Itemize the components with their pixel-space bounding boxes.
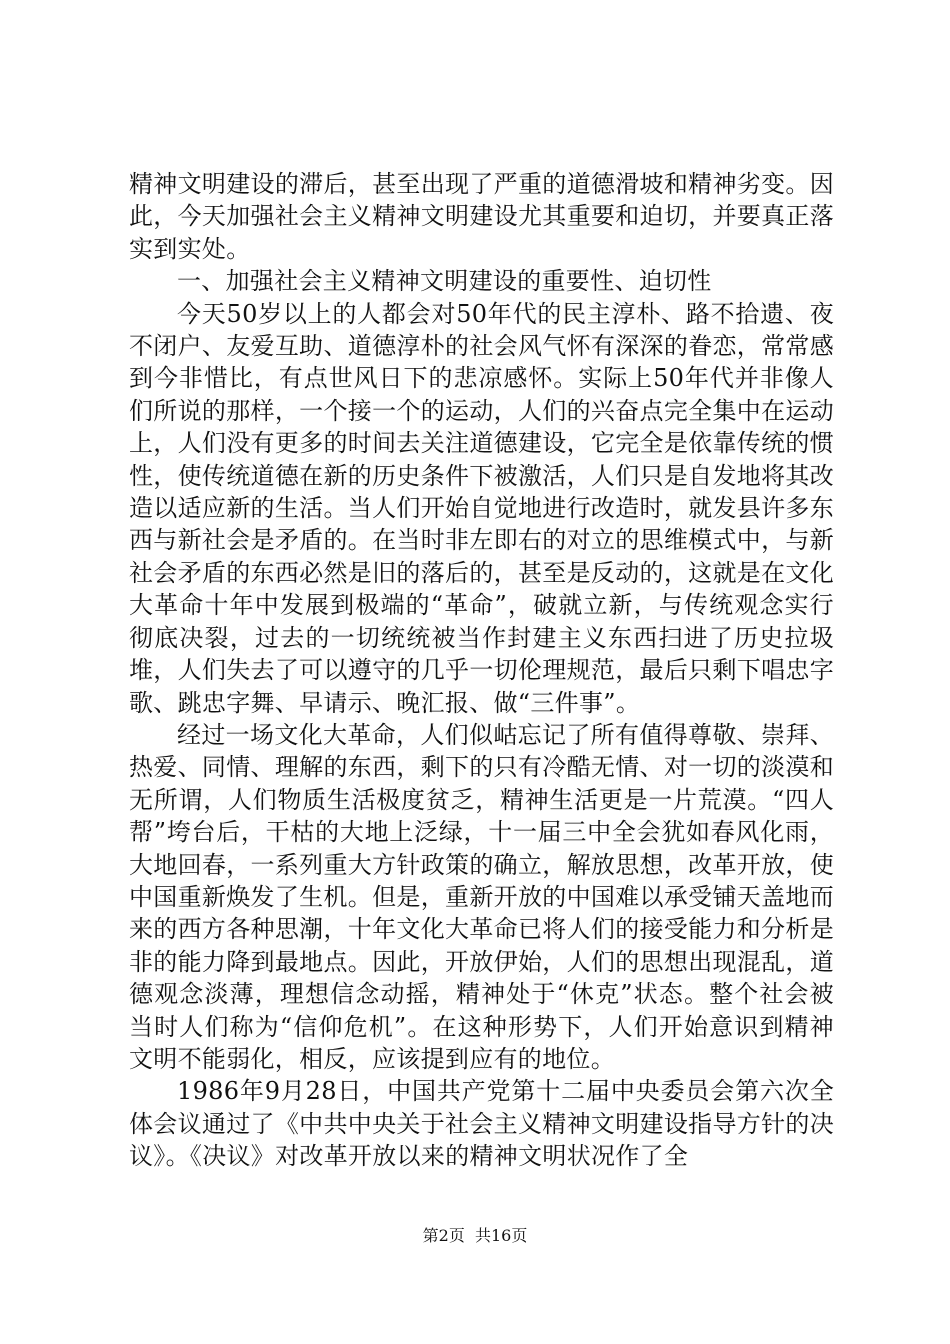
paragraph: 1986年9月28日，中国共产党第十二届中央委员会第六次全体会议通过了《中共中央关于社会主义精神文明建设指导方针的决议》。《决议》对改革开放以来的精神文明状况作了全 (129, 1077, 834, 1171)
document-body (129, 168, 834, 1173)
page-number: 第2页 共16页 (422, 1226, 528, 1245)
section-heading: 一、加强社会主义精神文明建设的重要性、迫切性 (177, 267, 712, 296)
paragraph: 经过一场文化大革命，人们似岵忘记了所有值得尊敬、崇拜、热爱、同情、理解的东西，剩下的只有冷酷无情、对一切的淡漠和无所谓，人们物质生活极度贫乏，精神生活更是一片荒漠。“四人帮”垮台后，干枯的大地上泛绿，十一届三中全会犹如春风化雨，大地回春，一系列重大方针政策的确立，解放思想，改革开放，使中国重新焕发了生机。但是，重新开放的中国难以承受铺天盖地而来的西方各种思潮，十年文化大革命已将人们的接受能力和分析是非的能力降到最地点。因此，开放伊始，人们的思想出现混乱，道德观念淡薄，理想信念动摇，精神处于“休克”状态。整个社会被当时人们称为“信仰危机”。在这种形势下，人们开始意识到精神文明不能弱化，相反，应该提到应有的地位。 (129, 720, 834, 1073)
paragraph-continuation: 精神文明建设的滞后，甚至出现了严重的道德滑坡和精神劣变。因此，今天加强社会主义精神文明建设尤其重要和迫切，并要真正落实到实处。 (129, 170, 834, 263)
paragraph: 今天50岁以上的人都会对50年代的民主淳朴、路不拾遗、夜不闭户、友爱互助、道德淳朴的社会风气怀有深深的眷恋，常常感到今非惜比，有点世风日下的悲凉感怀。实际上50年代并非像人们所说的那样，一个接一个的运动，人们的兴奋点完全集中在运动上，人们没有更多的时间去关注道德建设，它完全是依靠传统的惯性，使传统道德在新的历史条件下被激活，人们只是自发地将其改造以适应新的生活。当人们开始自觉地进行改造时，就发县许多东西与新社会是矛盾的。在当时非左即右的对立的思维模式中，与新社会矛盾的东西必然是旧的落后的，甚至是反动的，这就是在文化大革命十年中发展到极端的“革命”，破就立新，与传统观念实行彻底决裂，过去的一切统统被当作封建主义东西扫进了历史拉圾堆，人们失去了可以遵守的几乎一切伦理规范，最后只剩下唱忠字歌、跳忠字舞、早请示、晚汇报、做“三件事”。 (129, 299, 834, 717)
page-footer (0, 1226, 950, 1246)
